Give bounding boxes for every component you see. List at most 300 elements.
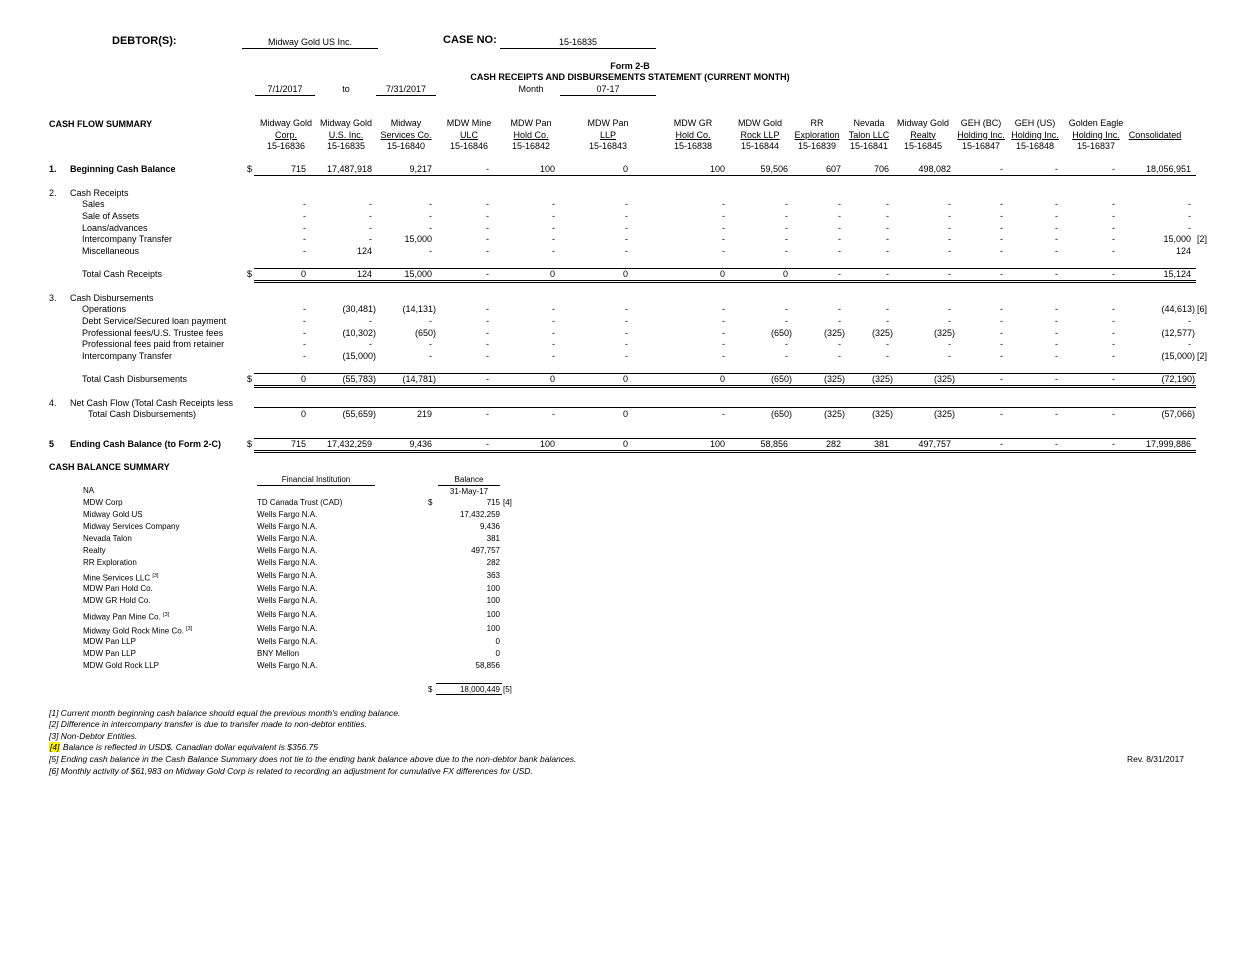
rule-disb-top [254,373,1196,374]
label-intercompany-in: Intercompany Transfer [82,234,173,244]
cell-sales-5: - [625,199,628,209]
cell-prof-retainer-7: - [785,339,788,349]
cell-prof-retainer-0: - [303,339,306,349]
cell-total-disb-12: - [1055,374,1058,384]
cash-balance-institution: Wells Fargo N.A. [257,637,318,646]
cell-prof-fees-3: - [486,328,489,338]
cell-sales-14: - [1188,199,1191,209]
cell-sales-13: - [1112,199,1115,209]
rule-ending-bottom [254,450,1196,451]
cell-ending-12: - [1055,439,1058,449]
footnote-2: [2] Difference in intercompany transfer is due to transfer made to non-debtor entities. [49,719,367,729]
cell-ending-0: 715 [290,439,306,449]
cell-loans-8: - [838,223,841,233]
statement-title: CASH RECEIPTS AND DISBURSEMENTS STATEMENT (CURRENT MONTH) [470,72,790,82]
cell-debt-service-7: - [785,316,788,326]
column-case-number: 15-16838 [673,141,713,151]
cell-ending-7: 58,856 [760,439,788,449]
cell-prof-retainer-2: - [429,339,432,349]
cell-loans-9: - [886,223,889,233]
cell-ending-10: 497,757 [918,439,951,449]
cell-sale-assets-0: - [303,211,306,221]
cash-balance-amount: 497,757 [471,546,500,555]
cell-loans-6: - [722,223,725,233]
cell-operations-13: - [1112,304,1115,314]
cell-total-disb-4: 0 [549,374,555,384]
row-number-5: 5 [49,439,55,449]
balance-header: Balance [454,475,484,484]
cell-intercompany-out-1: (15,000) [342,351,376,361]
cell-operations-3: - [486,304,489,314]
column-name-line2: Corp. [274,129,297,140]
month-label: Month [518,84,544,94]
row-number-1: 1. [49,164,57,174]
cell-prof-fees-12: - [1055,328,1058,338]
revision-date: Rev. 8/31/2017 [1127,754,1185,764]
cell-sale-assets-5: - [625,211,628,221]
cell-intercompany-out-14: (15,000) [1161,351,1195,361]
balance-header-underline [438,485,500,486]
column-header-14 [1115,118,1195,141]
column-name-line1: Nevada [853,118,885,128]
column-case-number: 15-16839 [797,141,837,151]
cell-loans-11: - [1000,223,1003,233]
dollar-sign-disbursements: $ [247,374,253,384]
cell-operations-7: - [785,304,788,314]
cell-sales-3: - [486,199,489,209]
cell-beginning-11: - [1000,164,1003,174]
cell-operations-9: - [886,304,889,314]
cell-misc-6: - [722,246,725,256]
rule-disb-bottom [254,385,1196,386]
cell-sales-9: - [886,199,889,209]
label-cash-receipts: Cash Receipts [70,188,129,198]
cell-sales-2: - [429,199,432,209]
cash-balance-entity [83,546,106,556]
cell-prof-retainer-1: - [369,339,372,349]
cell-net-13: - [1112,409,1115,419]
cell-misc-8: - [838,246,841,256]
cell-net-11: - [1000,409,1003,419]
cell-intercompany-out-3: - [486,351,489,361]
cash-balance-institution: Wells Fargo N.A. [257,596,318,605]
cell-beginning-8: 607 [825,164,841,174]
cell-misc-0: - [303,246,306,256]
cell-ending-8: 282 [825,439,841,449]
debtor-label: DEBTOR(S): [112,35,177,47]
cell-total-disb-3: - [486,374,489,384]
cell-beginning-1: 17,487,918 [326,164,372,174]
footnote-5: [5] Ending cash balance in the Cash Balance Summary does not tie to the ending bank balance above due to the non-debtor bank balances. [49,754,577,764]
rule-disb-double [254,387,1196,388]
label-debt-service: Debt Service/Secured loan payment [82,316,227,326]
column-name-line2: ULC [459,129,478,140]
cell-ending-14: 17,999,886 [1145,439,1191,449]
cell-debt-service-12: - [1055,316,1058,326]
footnote-4-highlight [49,742,60,752]
period-end: 7/31/2017 [385,84,427,94]
cell-prof-retainer-10: - [948,339,951,349]
cell-loans-3: - [486,223,489,233]
cell-intercompany-in-3: - [486,234,489,244]
column-case-number: 15-16844 [740,141,780,151]
cell-debt-service-5: - [625,316,628,326]
cell-debt-service-6: - [722,316,725,326]
cell-intercompany-out-0: - [303,351,306,361]
fi-header-underline [257,485,375,486]
cash-balance-entity [83,624,192,637]
cell-sales-4: - [552,199,555,209]
period-start-underline [255,95,315,96]
cell-intercompany-in-9: - [886,234,889,244]
cell-misc-12: - [1055,246,1058,256]
cell-sales-8: - [838,199,841,209]
cell-ending-11: - [1000,439,1003,449]
cell-prof-fees-0: - [303,328,306,338]
cash-balance-institution: Wells Fargo N.A. [257,546,318,555]
cell-net-2: 219 [416,409,432,419]
cell-loans-14: - [1188,223,1191,233]
cell-sale-assets-9: - [886,211,889,221]
column-name-line2: Realty [910,129,936,140]
entity-footnote-ref: [3] [163,612,170,618]
cell-operations-5: - [625,304,628,314]
period-end-underline [376,95,436,96]
row-number-2: 2. [49,188,57,198]
cash-balance-amount: 0 [495,649,500,658]
cell-prof-retainer-3: - [486,339,489,349]
balance-dollar-sign: $ [428,498,433,507]
cash-balance-institution: Wells Fargo N.A. [257,584,318,593]
cash-balance-summary-title: CASH BALANCE SUMMARY [49,462,170,472]
entity-name: MDW GR Hold Co. [83,596,151,605]
cell-sales-7: - [785,199,788,209]
cell-net-5: 0 [622,409,628,419]
cell-total-receipts-10: - [948,269,951,279]
cell-total-disb-7: (650) [770,374,792,384]
cell-prof-fees-7: (650) [770,328,792,338]
cell-loans-7: - [785,223,788,233]
footnote-6: [6] Monthly activity of $61,983 on Midway Gold Corp is related to recording an adjustment for cumulative FX differences for USD. [49,766,533,776]
dollar-sign-receipts: $ [247,269,253,279]
cell-intercompany-out-4: - [552,351,555,361]
cell-total-disb-14: (72,190) [1161,374,1195,384]
cash-balance-note: [4] [503,498,512,507]
cash-flow-summary-title: CASH FLOW SUMMARY [49,119,153,129]
cell-ending-9: 381 [873,439,889,449]
cell-total-receipts-7: 0 [782,269,788,279]
entity-name: Realty [83,546,106,555]
cell-total-receipts-1: 124 [356,269,372,279]
cash-balance-amount: 715 [486,498,500,507]
cell-intercompany-in-1: - [369,234,372,244]
cell-operations-10: - [948,304,951,314]
column-name-line2: LLP [599,129,616,140]
cell-sale-assets-4: - [552,211,555,221]
cell-net-8: (325) [823,409,845,419]
column-name-line2: Exploration [794,129,840,140]
month-value: 07-17 [596,84,620,94]
column-case-number: 15-16836 [266,141,306,151]
cash-balance-amount: 282 [486,558,500,567]
debtor-underline [242,48,378,49]
cell-net-3: - [486,409,489,419]
cash-balance-amount: 17,432,259 [459,510,500,519]
cell-beginning-10: 498,082 [918,164,951,174]
cell-sale-assets-3: - [486,211,489,221]
cell-total-disb-5: 0 [622,374,628,384]
entity-name: MDW Pan LLP [83,637,136,646]
rule-receipts-double [254,282,1196,283]
label-sale-of-assets: Sale of Assets [82,211,140,221]
column-header-5 [568,118,648,153]
cell-debt-service-10: - [948,316,951,326]
cell-debt-service-9: - [886,316,889,326]
cell-operations-1: (30,481) [342,304,376,314]
cell-prof-retainer-8: - [838,339,841,349]
cell-total-disb-8: (325) [823,374,845,384]
cell-debt-service-4: - [552,316,555,326]
row-number-3: 3. [49,293,57,303]
entity-name: Midway Services Company [83,522,180,531]
cell-prof-fees-11: - [1000,328,1003,338]
cell-net-14: (57,066) [1161,409,1195,419]
column-name-line2: U.S. Inc. [328,129,364,140]
cell-loans-10: - [948,223,951,233]
cell-total-receipts-14: 15,124 [1163,269,1191,279]
cell-intercompany-in-0: - [303,234,306,244]
cell-prof-fees-10: (325) [933,328,955,338]
cell-sale-assets-6: - [722,211,725,221]
column-name-line1: Midway Gold [259,118,313,128]
cell-prof-fees-8: (325) [823,328,845,338]
cash-balance-institution: Wells Fargo N.A. [257,610,318,619]
cash-balance-entity [83,637,136,647]
column-name-line1: Midway Gold [896,118,950,128]
cash-balance-entity [83,486,94,496]
cell-beginning-6: 100 [709,164,725,174]
cell-intercompany-in-11: - [1000,234,1003,244]
balance-date: 31-May-17 [449,487,489,496]
entity-footnote-ref: [3] [152,573,159,579]
column-name-line2: Services Co. [380,129,432,140]
label-loans-advances: Loans/advances [82,223,148,233]
cell-net-10: (325) [933,409,955,419]
cash-balance-entity [83,610,169,623]
entity-footnote-ref: [3] [186,626,193,632]
cash-balance-entity [83,649,136,659]
cell-total-receipts-8: - [838,269,841,279]
cell-misc-11: - [1000,246,1003,256]
cell-total-receipts-0: 0 [300,269,306,279]
entity-name: Nevada Talon [83,534,132,543]
cell-total-disb-13: - [1112,374,1115,384]
column-case-number: 15-16842 [511,141,551,151]
cash-balance-amount: 0 [495,637,500,646]
cash-balance-entity [83,534,132,544]
cell-net-7: (650) [770,409,792,419]
cell-sales-12: - [1055,199,1058,209]
cell-debt-service-8: - [838,316,841,326]
column-name-line1: MDW Pan [510,118,552,128]
cell-misc-7: - [785,246,788,256]
cell-loans-2: - [429,223,432,233]
cell-intercompany-out-7: - [785,351,788,361]
cell-ending-2: 9,436 [409,439,432,449]
cell-prof-retainer-4: - [552,339,555,349]
cell-intercompany-out-8: - [838,351,841,361]
financial-institution-header: Financial Institution [281,475,351,484]
cell-operations-6: - [722,304,725,314]
cell-sale-assets-2: - [429,211,432,221]
rule-receipts-top [254,268,1196,269]
cell-prof-fees-2: (650) [414,328,436,338]
cell-intercompany-in-10: - [948,234,951,244]
cell-debt-service-13: - [1112,316,1115,326]
label-net-cash-flow-2: Total Cash Disbursements) [88,409,197,419]
cell-sale-assets-14: - [1188,211,1191,221]
column-name-line1: MDW Mine [446,118,492,128]
label-professional-retainer: Professional fees paid from retainer [82,339,225,349]
column-name-line1: Midway [390,118,422,128]
cell-net-9: (325) [871,409,893,419]
cell-sale-assets-1: - [369,211,372,221]
column-case-number: 15-16840 [386,141,426,151]
cell-beginning-12: - [1055,164,1058,174]
cash-balance-institution: Wells Fargo N.A. [257,624,318,633]
cell-loans-4: - [552,223,555,233]
cell-sales-1: - [369,199,372,209]
entity-name: NA [83,486,95,495]
cell-sale-assets-7: - [785,211,788,221]
cell-beginning-14: 18,056,951 [1145,164,1191,174]
dollar-sign-ending: $ [247,439,253,449]
cell-prof-retainer-12: - [1055,339,1058,349]
cell-intercompany-in-8: - [838,234,841,244]
case-underline [500,48,656,49]
cell-total-receipts-11: - [1000,269,1003,279]
label-ending-balance: Ending Cash Balance (to Form 2-C) [70,439,222,449]
footnote-4 [49,742,318,753]
cell-ending-4: 100 [539,439,555,449]
case-value: 15-16835 [558,37,598,47]
column-name-line2: Holding Inc. [957,129,1005,140]
cash-balance-entity [83,510,143,520]
footnote-4-text: [4] [50,742,60,752]
cash-balance-total-note: [5] [503,685,512,694]
cell-intercompany-out-6: - [722,351,725,361]
entity-name: MDW Pan Hold Co. [83,584,153,593]
label-net-cash-flow-1: Net Cash Flow (Total Cash Receipts less [70,398,234,408]
column-name-line1: MDW Gold [737,118,782,128]
cell-total-receipts-4: 0 [549,269,555,279]
cell-loans-12: - [1055,223,1058,233]
cell-intercompany-in-7: - [785,234,788,244]
total-bottom-rule [436,694,502,695]
cell-debt-service-3: - [486,316,489,326]
column-case-number: 15-16846 [449,141,489,151]
month-underline [560,95,656,96]
cell-intercompany-in-14: 15,000 [1163,234,1191,244]
cell-net-0: 0 [300,409,306,419]
column-case-number: 15-16848 [1015,141,1055,151]
cell-misc-5: - [625,246,628,256]
cell-operations-4: - [552,304,555,314]
cell-intercompany-out-2: - [429,351,432,361]
cell-beginning-3: - [486,164,489,174]
cell-intercompany-in-4: - [552,234,555,244]
cell-total-receipts-2: 15,000 [404,269,432,279]
cash-balance-institution: BNY Mellon [257,649,300,658]
cell-intercompany-in-2: 15,000 [404,234,432,244]
column-case-number: 15-16843 [588,141,628,151]
cell-ending-13: - [1112,439,1115,449]
label-cash-disbursements: Cash Disbursements [70,293,154,303]
cell-total-disb-0: 0 [300,374,306,384]
cell-prof-fees-4: - [552,328,555,338]
cash-balance-entity [83,661,159,671]
cash-balance-entity [83,522,179,532]
cell-loans-1: - [369,223,372,233]
period-start: 7/1/2017 [267,84,303,94]
cash-balance-entity [83,498,123,508]
cell-net-4: - [552,409,555,419]
cash-balance-institution: Wells Fargo N.A. [257,571,318,580]
cash-balance-total: 18,000,449 [459,685,500,694]
cash-balance-institution: TD Canada Trust (CAD) [257,498,343,507]
cash-balance-amount: 9,436 [479,522,500,531]
cell-loans-5: - [625,223,628,233]
cash-balance-institution: Wells Fargo N.A. [257,661,318,670]
entity-name: MDW Gold Rock LLP [83,661,160,670]
cell-prof-retainer-6: - [722,339,725,349]
cell-intercompany-in-12: - [1055,234,1058,244]
entity-name: Mine Services LLC [83,573,151,583]
rule-net-top [254,407,1196,408]
cell-operations-14: (44,613) [1161,304,1195,314]
cell-intercompany-in-13: - [1112,234,1115,244]
cell-operations-0: - [303,304,306,314]
cash-balance-institution: Wells Fargo N.A. [257,522,318,531]
dollar-sign-beginning: $ [247,164,253,174]
cell-loans-13: - [1112,223,1115,233]
cell-total-disb-9: (325) [871,374,893,384]
cell-intercompany-out-5: - [625,351,628,361]
cell-ending-5: 0 [622,439,628,449]
column-name-line2: Hold Co. [675,129,711,140]
cell-intercompany-out-10: - [948,351,951,361]
cell-misc-4: - [552,246,555,256]
footnote-4-rest: Balance is reflected in USD$. Canadian dollar equivalent is $356.75 [62,742,318,752]
cell-beginning-13: - [1112,164,1115,174]
cash-balance-entity [83,596,151,606]
cell-debt-service-0: - [303,316,306,326]
column-name-line2: Rock LLP [740,129,780,140]
cell-total-disb-2: (14,781) [402,374,436,384]
column-header-4 [491,118,571,153]
column-name-line1: Midway Gold [319,118,373,128]
cell-sale-assets-11: - [1000,211,1003,221]
column-name-line1: Golden Eagle [1068,118,1124,128]
cell-misc-14: 124 [1175,246,1191,256]
cash-balance-entity [83,558,137,568]
cell-total-disb-6: 0 [719,374,725,384]
form-number: Form 2-B [610,61,650,71]
cell-net-1: (55,659) [342,409,376,419]
rule-ending-double [254,452,1196,453]
column-name-line1: GEH (US) [1014,118,1056,128]
cell-beginning-9: 706 [873,164,889,174]
